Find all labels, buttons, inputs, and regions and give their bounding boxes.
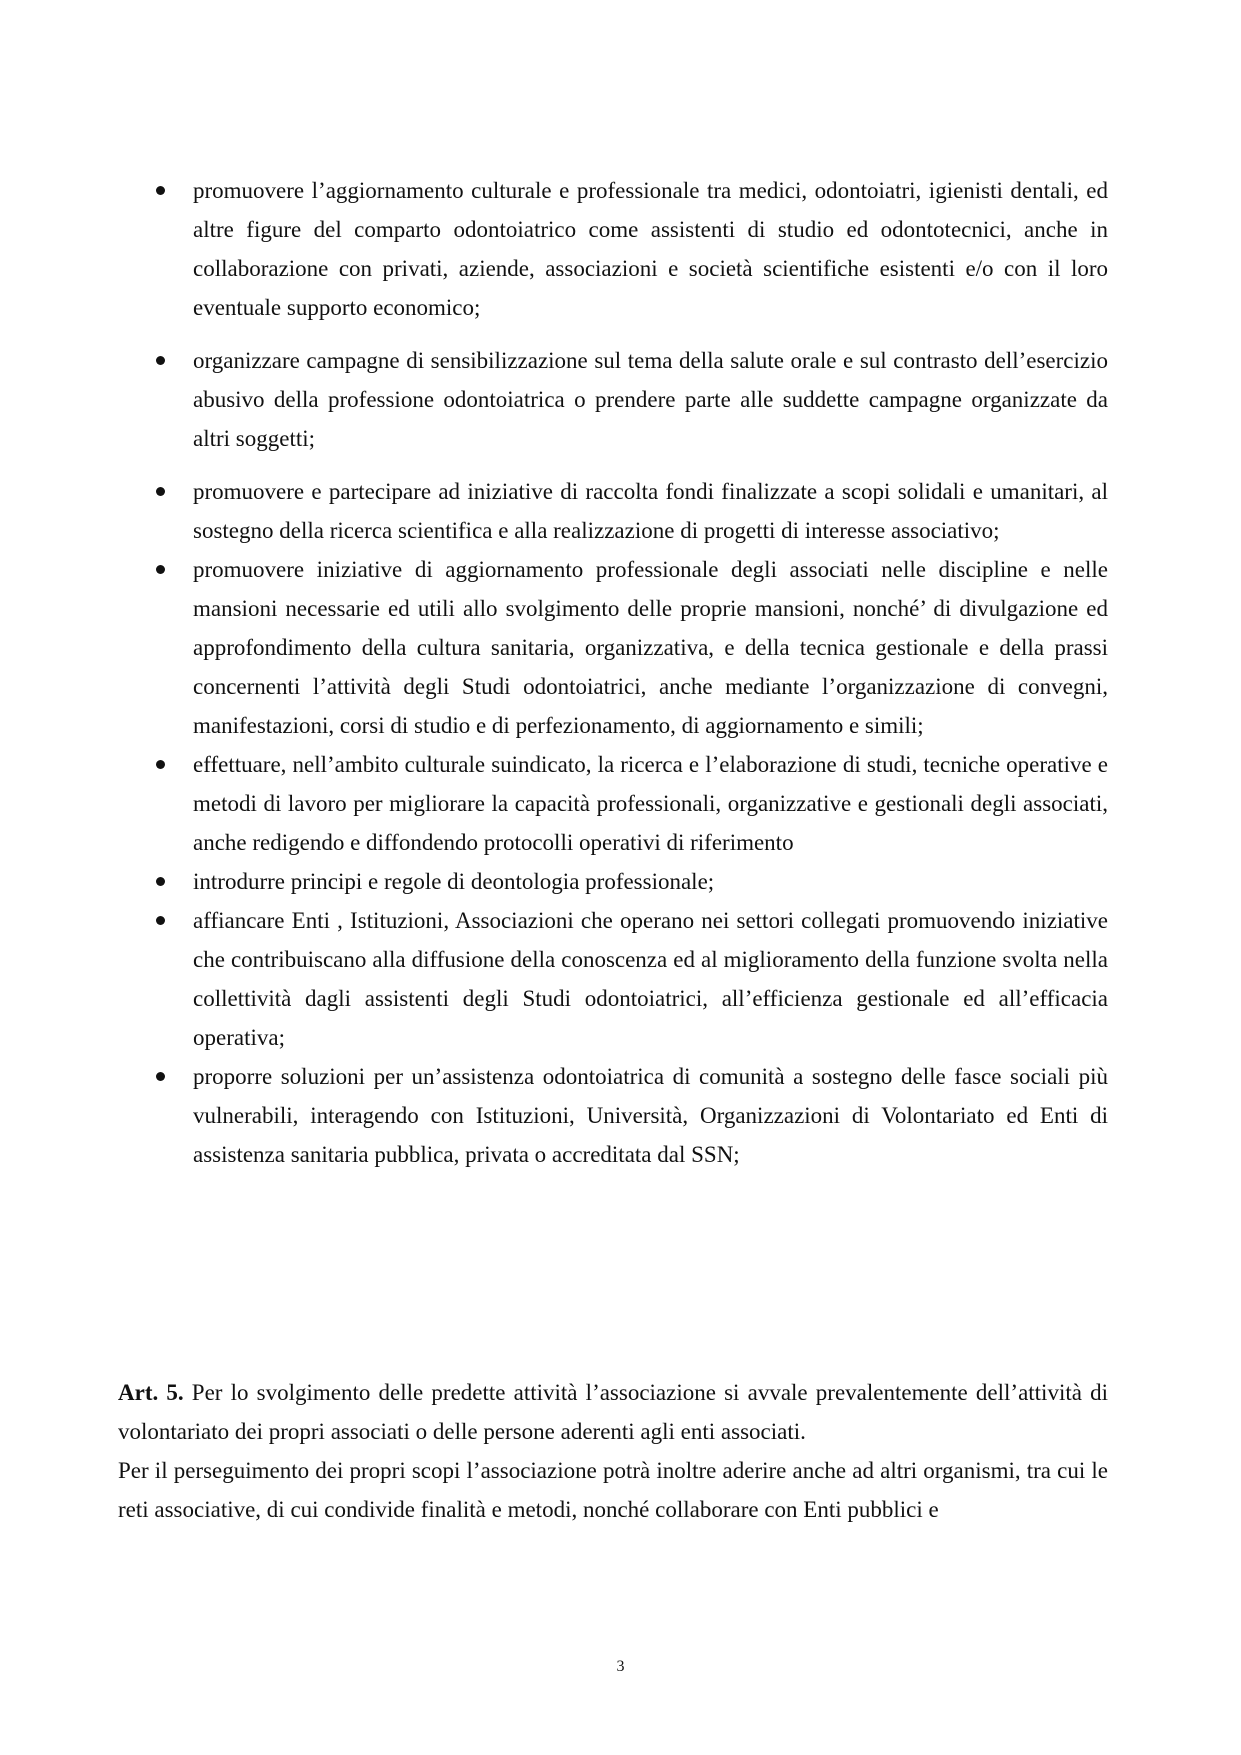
bullet-text: introdurre principi e regole di deontologia professionale; — [193, 869, 715, 894]
bullet-text: promuovere iniziative di aggiornamento professionale degli associati nelle discipline e nelle mansioni necessarie ed utili allo svolgimento delle proprie mansioni, nonché’ di divulgazione ed approfondimento della cultura sanitaria, organizzativa, e della tecnica gestionale e della prassi concernenti l’attività degli Studi odontoiatrici, anche mediante l’organizzazione di convegni, manifestazioni, corsi di studio e di perfezionamento, di aggiornamento e simili; — [193, 557, 1108, 738]
bullet-text: promuovere l’aggiornamento culturale e professionale tra medici, odontoiatri, igienisti dentali, ed altre figure del comparto odontoiatrico come assistenti di studio ed odontotecnici, anche in collaborazione con privati, aziende, associazioni e società scientifiche esistenti e/o con il loro eventuale supporto economico; — [193, 178, 1108, 320]
page-number: 3 — [616, 1658, 625, 1675]
bullet-item — [148, 472, 1108, 550]
bullet-item — [148, 1057, 1108, 1174]
bullet-item — [148, 171, 1108, 327]
bullet-item — [148, 901, 1108, 1057]
bullet-text: proporre soluzioni per un’assistenza odontoiatrica di comunità a sostegno delle fasce sociali più vulnerabili, interagendo con Istituzioni, Università, Organizzazioni di Volontariato ed Enti di assistenza sanitaria pubblica, privata o accreditata dal SSN; — [193, 1064, 1108, 1167]
bullet-text: promuovere e partecipare ad iniziative di raccolta fondi finalizzate a scopi solidali e umanitari, al sostegno della ricerca scientifica e alla realizzazione di progetti di interesse associativo; — [193, 479, 1108, 543]
bullet-item — [148, 862, 1108, 901]
activities-bullet-list — [148, 171, 1108, 1174]
bullet-text: effettuare, nell’ambito culturale suindicato, la ricerca e l’elaborazione di studi, tecniche operative e metodi di lavoro per migliorare la capacità professionali, organizzative e gestionali degli associati, anche redigendo e diffondendo protocolli operativi di riferimento — [193, 752, 1108, 855]
bullet-text: affiancare Enti , Istituzioni, Associazioni che operano nei settori collegati promuovendo iniziative che contribuiscano alla diffusione della conoscenza ed al miglioramento della funzione svolta nella collettività dagli assistenti degli Studi odontoiatrici, all’efficienza gestionale ed all’efficacia operativa; — [193, 908, 1108, 1050]
article-paragraph — [118, 1373, 1108, 1451]
article-text: Per lo svolgimento delle predette attività l’associazione si avvale prevalentemente dell’attività di volontariato dei propri associati o delle persone aderenti agli enti associati. — [118, 1380, 1108, 1444]
bullet-dot-icon — [156, 186, 165, 195]
bullet-item — [148, 745, 1108, 862]
bullet-dot-icon — [156, 760, 165, 769]
article-label: Art. 5. — [118, 1380, 184, 1405]
article-paragraph-2: Per il perseguimento dei propri scopi l’associazione potrà inoltre aderire anche ad altri organismi, tra cui le reti associative, di cui condivide finalità e metodi, nonché collaborare con Enti pubblici e — [118, 1458, 1108, 1522]
bullet-item — [148, 341, 1108, 458]
bullet-dot-icon — [156, 877, 165, 886]
article-5 — [118, 1373, 1108, 1529]
bullet-text: organizzare campagne di sensibilizzazione sul tema della salute orale e sul contrasto dell’esercizio abusivo della professione odontoiatrica o prendere parte alle suddette campagne organizzate da altri soggetti; — [193, 348, 1108, 451]
bullet-dot-icon — [156, 565, 165, 574]
bullet-dot-icon — [156, 1072, 165, 1081]
bullet-item — [148, 550, 1108, 745]
bullet-dot-icon — [156, 916, 165, 925]
bullet-dot-icon — [156, 356, 165, 365]
bullet-dot-icon — [156, 487, 165, 496]
